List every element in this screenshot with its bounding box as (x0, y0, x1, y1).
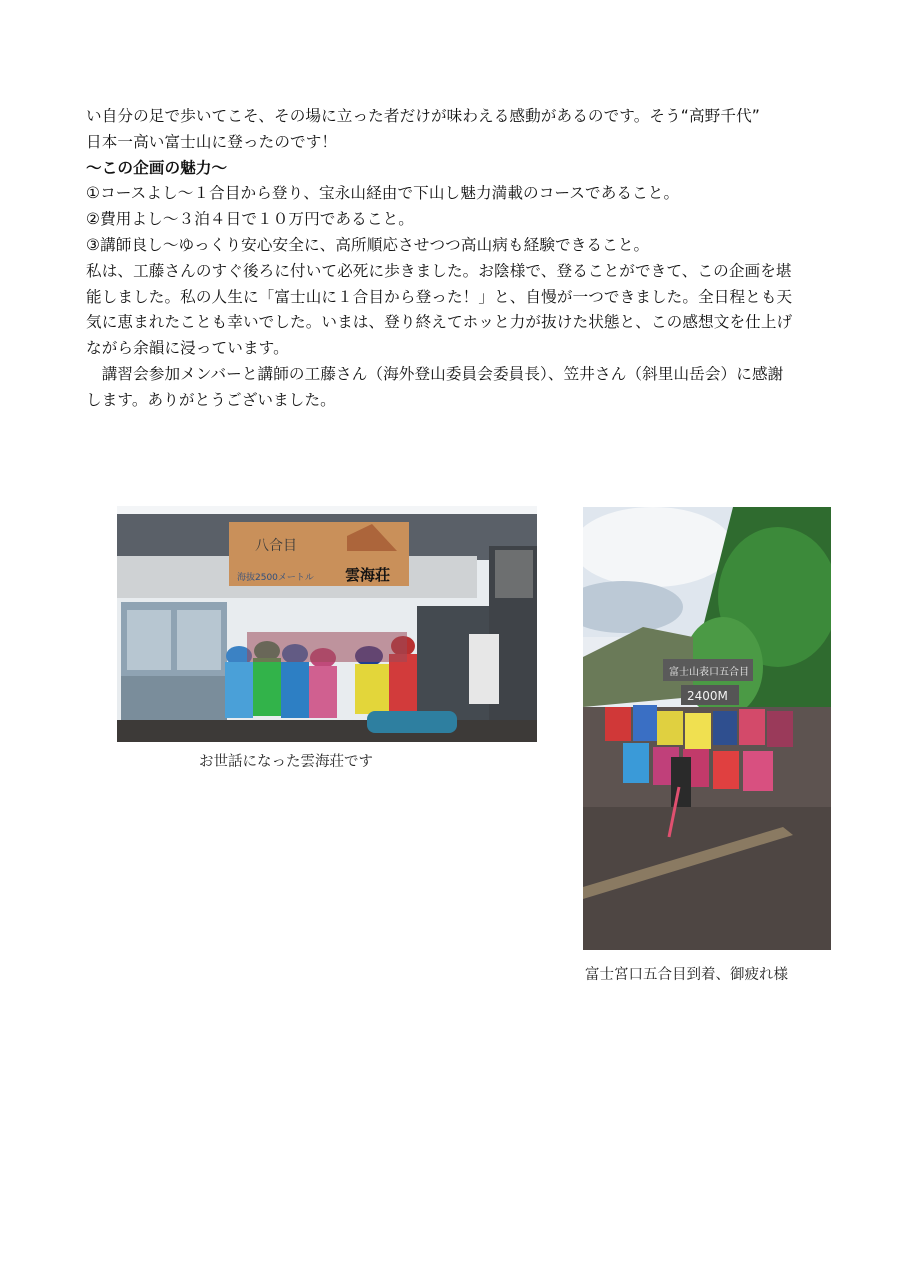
lodge-photo-caption: お世話になった雲海荘です (199, 754, 373, 770)
lodge-group-photo (117, 506, 537, 742)
lodge-altitude-label: 海抜2500メートル (237, 573, 314, 583)
station-sign-title: 富士山表口五合目 (669, 667, 749, 678)
body-line-12: します。ありがとうございました。 (86, 390, 336, 409)
lodge-photo-illustration (117, 506, 537, 742)
point-2: ②費用よし〜３泊４日で１０万円であること。 (86, 210, 414, 229)
point-3: ③講師良し〜ゆっくり安心安全に、高所順応させつつ高山病も経験できること。 (86, 235, 650, 254)
point-1: ①コースよし〜１合目から登り、宝永山経由で下山し魅力満載のコースであること。 (86, 184, 680, 203)
body-line-7: 私は、工藤さんのすぐ後ろに付いて必死に歩きました。お陰様で、登ることができて、この企画を堪 (86, 261, 792, 280)
body-line-1: い自分の足で歩いてこそ、その場に立った者だけが味わえる感動があるのです。そう“高野千代” (86, 107, 760, 125)
fifth-station-group-photo (583, 507, 831, 950)
station-sign-altitude: 2400M (687, 689, 728, 703)
fifth-station-photo-caption: 富士宮口五合目到着、御疲れ様 (585, 967, 788, 983)
body-line-8: 能しました。私の人生に「富士山に１合目から登った！」と、自慢が一つできました。全日程とも天 (86, 287, 793, 306)
body-text (86, 104, 826, 414)
body-line-10: ながら余韻に浸っています。 (86, 339, 289, 358)
body-line-11: 講習会参加メンバーと講師の工藤さん（海外登山委員会委員長）、笠井さん（斜里山岳会）に感謝 (86, 364, 784, 383)
lodge-name-label: 雲海荘 (345, 566, 391, 584)
body-line-9: 気に恵まれたことも幸いでした。いまは、登り終えてホッと力が抜けた状態と、この感想文を仕上げ (86, 313, 793, 332)
lodge-sign-label: 八合目 (255, 538, 297, 554)
fifth-station-photo-illustration (583, 507, 831, 950)
section-heading: 〜この企画の魅力〜 (86, 158, 228, 177)
body-line-2: 日本一高い富士山に登ったのです！ (86, 132, 338, 151)
